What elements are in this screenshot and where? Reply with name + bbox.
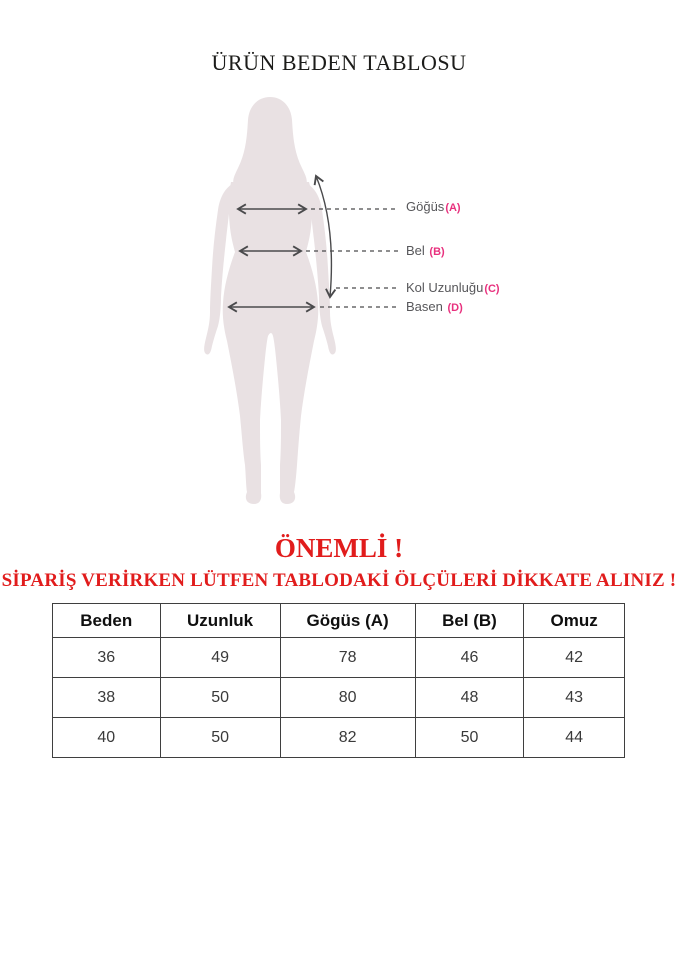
- measurement-label-waist: [406, 244, 445, 258]
- header-gogus: Gögüs (A): [280, 604, 415, 638]
- female-silhouette-head: [233, 97, 307, 185]
- header-uzunluk: Uzunluk: [160, 604, 280, 638]
- measurement-label-text: Göğüs: [406, 199, 445, 214]
- measurement-code: (B): [429, 246, 445, 258]
- table-cell: 40: [53, 718, 161, 758]
- female-silhouette-body: [223, 182, 319, 504]
- table-cell: 42: [524, 638, 625, 678]
- table-cell: 50: [160, 718, 280, 758]
- measurement-label-text: Basen: [406, 299, 443, 314]
- table-cell: 38: [53, 678, 161, 718]
- header-omuz: Omuz: [524, 604, 625, 638]
- table-cell: 50: [160, 678, 280, 718]
- table-cell: 44: [524, 718, 625, 758]
- measurement-code: (D): [447, 302, 463, 314]
- table-cell: 43: [524, 678, 625, 718]
- measurement-label-text: Kol Uzunluğu: [406, 280, 484, 295]
- table-cell: 46: [415, 638, 524, 678]
- important-heading: ÖNEMLİ !: [274, 533, 404, 563]
- table-cell: 49: [160, 638, 280, 678]
- table-cell: 78: [280, 638, 415, 678]
- table-cell: 80: [280, 678, 415, 718]
- measurement-label-arm-length: [406, 281, 500, 295]
- table-row-size-36: [53, 638, 625, 678]
- body-measurement-diagram: [180, 85, 410, 515]
- table-cell: 48: [415, 678, 524, 718]
- header-bel: Bel (B): [415, 604, 524, 638]
- measurement-label-hip: [406, 300, 463, 314]
- table-cell: 82: [280, 718, 415, 758]
- table-row-size-38: [53, 678, 625, 718]
- warning-text: SİPARİŞ VERİRKEN LÜTFEN TABLODAKİ ÖLÇÜLERİ DİKKATE ALINIZ !: [1, 570, 677, 591]
- size-table: [52, 603, 625, 758]
- size-table-header-row: [53, 604, 625, 638]
- table-cell: 36: [53, 638, 161, 678]
- page-title: ÜRÜN BEDEN TABLOSU: [211, 50, 467, 75]
- table-row-size-40: [53, 718, 625, 758]
- measurement-label-chest: [406, 200, 461, 214]
- table-cell: 50: [415, 718, 524, 758]
- measurement-code: (A): [445, 202, 461, 214]
- header-beden: Beden: [53, 604, 161, 638]
- measurement-code: (C): [484, 283, 500, 295]
- measurement-label-text: Bel: [406, 243, 425, 258]
